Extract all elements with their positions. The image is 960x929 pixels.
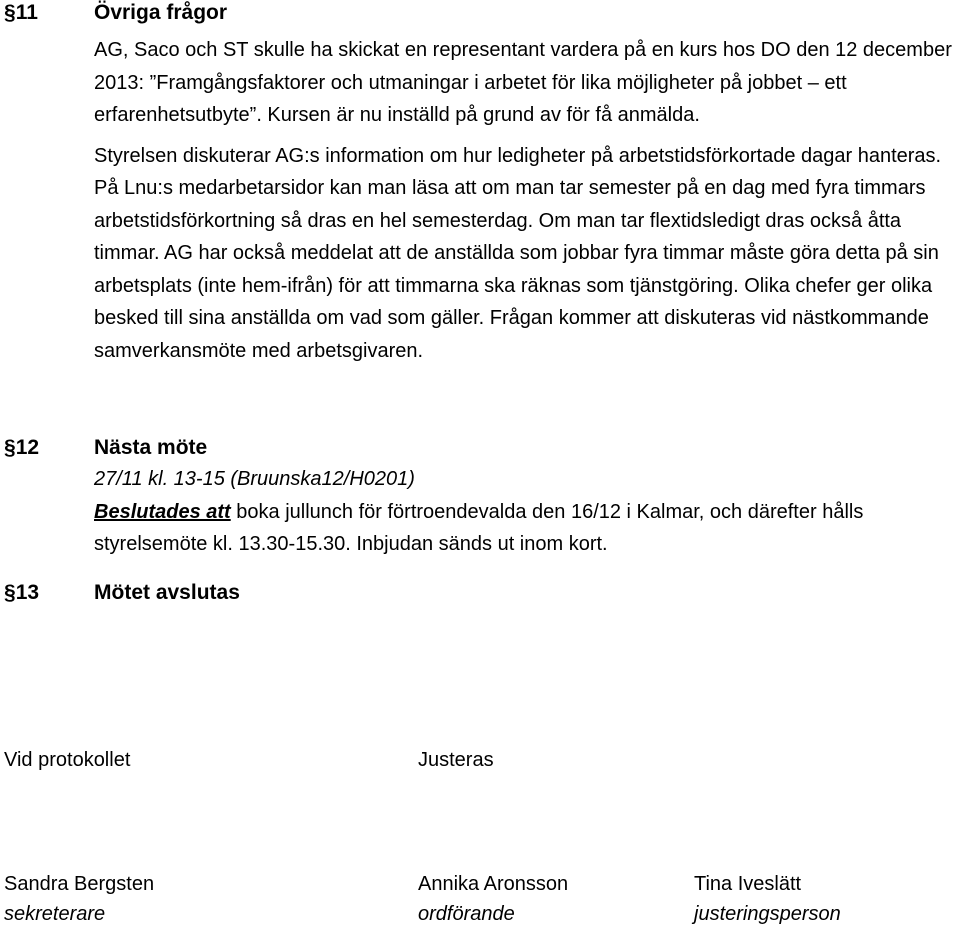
decision-label: Beslutades att	[94, 500, 231, 523]
decision-paragraph	[94, 496, 960, 561]
signature-block	[4, 869, 154, 929]
section-11-body	[94, 34, 960, 375]
section-title: Nästa möte	[94, 436, 208, 459]
decision-text: boka jullunch för förtroendevalda den 16/12 i Kalmar, och därefter hålls styrelsemöte kl. 13.30-15.30. Inbjudan sänds ut inom kort.	[94, 500, 864, 555]
section-title: Övriga frågor	[94, 1, 228, 24]
signature-role: justeringsperson	[694, 903, 841, 925]
signature-role: sekreterare	[4, 903, 106, 925]
signature-name: Annika Aronsson	[418, 873, 569, 895]
signature-name: Tina Iveslätt	[694, 873, 802, 895]
paragraph: AG, Saco och ST skulle ha skickat en representant vardera på en kurs hos DO den 12 december 2013: ”Framgångsfaktorer och utmaningar i arbetet för lika möjligheter på jobbet – ett erfarenhetsutbyte”. Kursen är nu inställd på grund av för få anmälda.	[94, 39, 952, 126]
paragraph: Styrelsen diskuterar AG:s information om hur ledigheter på arbetstidsförkortade dagar hanteras. På Lnu:s medarbetarsidor kan man läsa att om man tar semester på en dag med fyra timmars arbetstidsförkortning så dras en hel semesterdag. Om man tar flextidsledigt dras också åtta timmar. AG har också meddelat att de anställda som jobbar fyra timmar måste göra detta på sin arbetsplats (inte hem-ifrån) för att timmarna ska räknas som tjänstgöring. Olika chefer ger olika besked till sina anställda om vad som gäller. Frågan kommer att diskuteras vid nästkommande samverkansmöte med arbetsgivaren.	[94, 144, 942, 362]
signature-heading-left: Vid protokollet	[4, 749, 131, 771]
section-12-body	[94, 463, 960, 561]
signature-block	[694, 869, 841, 929]
section-13-heading	[4, 581, 240, 605]
section-title: Mötet avslutas	[94, 581, 240, 604]
section-number: §11	[4, 1, 38, 24]
signature-heading-right: Justeras	[418, 749, 494, 771]
section-11-heading	[4, 1, 227, 25]
meeting-date-line: 27/11 kl. 13-15 (Bruunska12/H0201)	[94, 468, 415, 490]
signature-role: ordförande	[418, 903, 515, 925]
section-number: §12	[4, 436, 40, 459]
signature-name: Sandra Bergsten	[4, 873, 155, 895]
signature-block	[418, 869, 568, 929]
section-12-heading	[4, 436, 207, 460]
section-number: §13	[4, 581, 40, 604]
